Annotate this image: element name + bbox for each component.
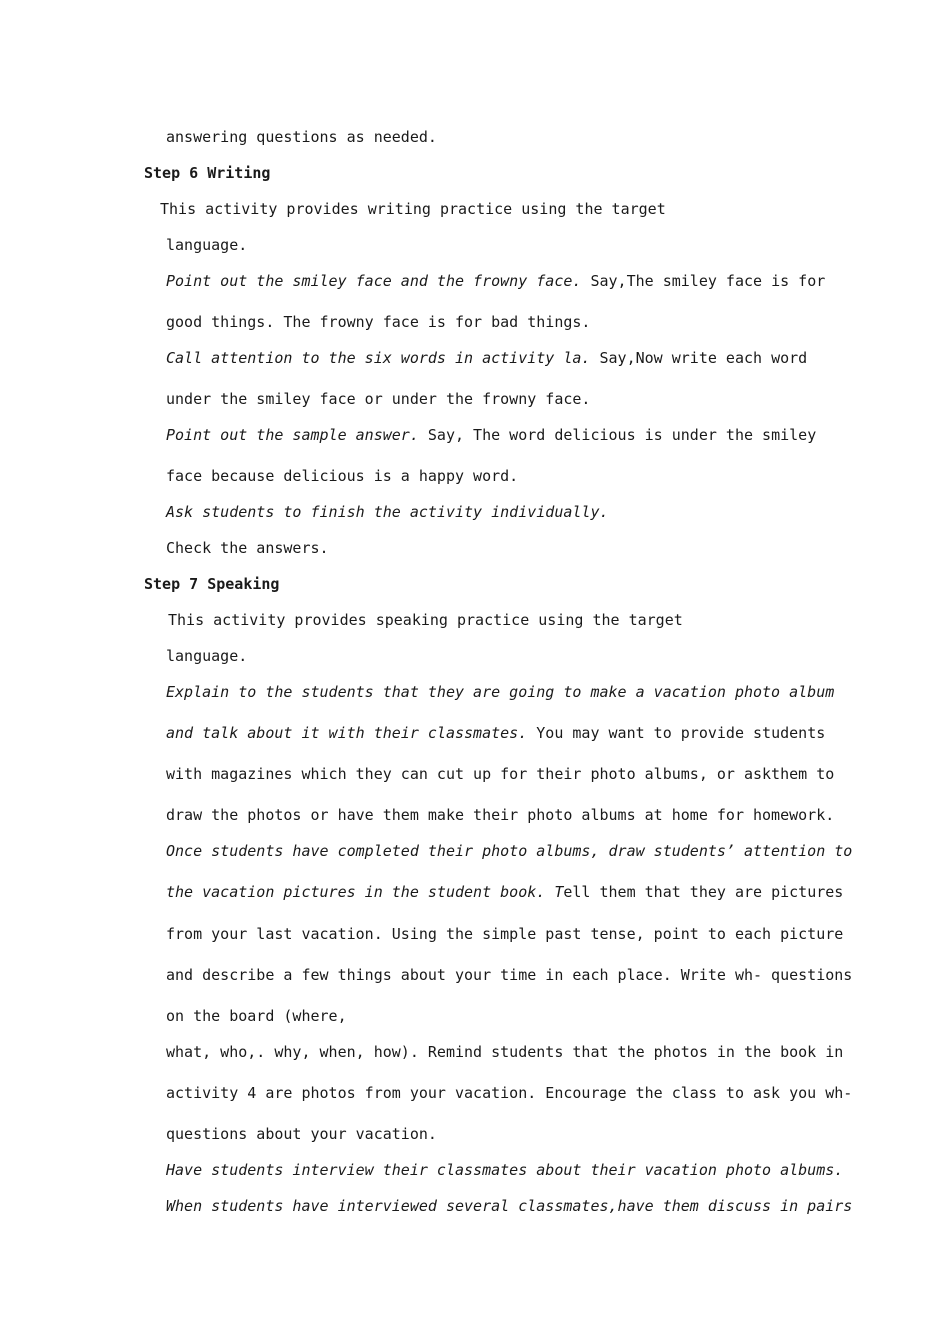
text-line: from your last vacation. Using the simple past tense, point to each picture [166, 925, 844, 943]
text-line: Have students interview their classmates about their vacation photo albums. [166, 1161, 844, 1179]
text-segment: You may want to provide students [527, 724, 826, 742]
text-line: on the board (where, [166, 1007, 347, 1025]
text-segment: ell them that they are pictures [563, 883, 844, 901]
text-segment: the vacation pictures in the student book. T [166, 883, 564, 901]
text-line: language. [166, 647, 248, 665]
text-line: Explain to the students that they are going to make a vacation photo album [166, 683, 835, 701]
text-segment: and talk about it with their classmates. [166, 724, 528, 742]
text-line [166, 724, 825, 742]
text-line: language. [166, 236, 248, 254]
text-line: Step 6 Writing [144, 164, 271, 182]
text-line: face because delicious is a happy word. [166, 467, 519, 485]
text-line: This activity provides writing practice using the target [160, 200, 666, 218]
text-segment: Say,The smiley face is for [581, 272, 826, 290]
text-line: Ask students to finish the activity individually. [166, 503, 609, 521]
text-line: answering questions as needed. [166, 128, 437, 146]
text-line [166, 349, 807, 367]
text-line: This activity provides speaking practice using the target [168, 611, 683, 629]
text-segment: Say, The word delicious is under the smiley [418, 426, 817, 444]
text-line: When students have interviewed several classmates,have them discuss in pairs [166, 1197, 853, 1215]
text-line [166, 272, 825, 290]
text-line: draw the photos or have them make their photo albums at home for homework. [166, 806, 835, 824]
text-segment: Call attention to the six words in activity la. [166, 349, 591, 367]
text-line: questions about your vacation. [166, 1125, 437, 1143]
text-line: and describe a few things about your time in each place. Write wh- questions [166, 966, 853, 984]
text-line: Check the answers. [166, 539, 329, 557]
text-segment: Point out the smiley face and the frowny face. [166, 272, 582, 290]
text-line: Once students have completed their photo albums, draw students’ attention to [166, 842, 853, 860]
text-line: with magazines which they can cut up for their photo albums, or askthem to [166, 765, 835, 783]
text-line: under the smiley face or under the frowny face. [166, 390, 591, 408]
text-line: activity 4 are photos from your vacation. Encourage the class to ask you wh- [166, 1084, 853, 1102]
text-line: what, who,. why, when, how). Remind students that the photos in the book in [166, 1043, 844, 1061]
text-line: good things. The frowny face is for bad things. [166, 313, 591, 331]
text-segment: Say,Now write each word [590, 349, 808, 367]
text-line [166, 883, 843, 901]
text-segment: Point out the sample answer. [166, 426, 419, 444]
text-line: Step 7 Speaking [144, 575, 280, 593]
text-line [166, 426, 816, 444]
